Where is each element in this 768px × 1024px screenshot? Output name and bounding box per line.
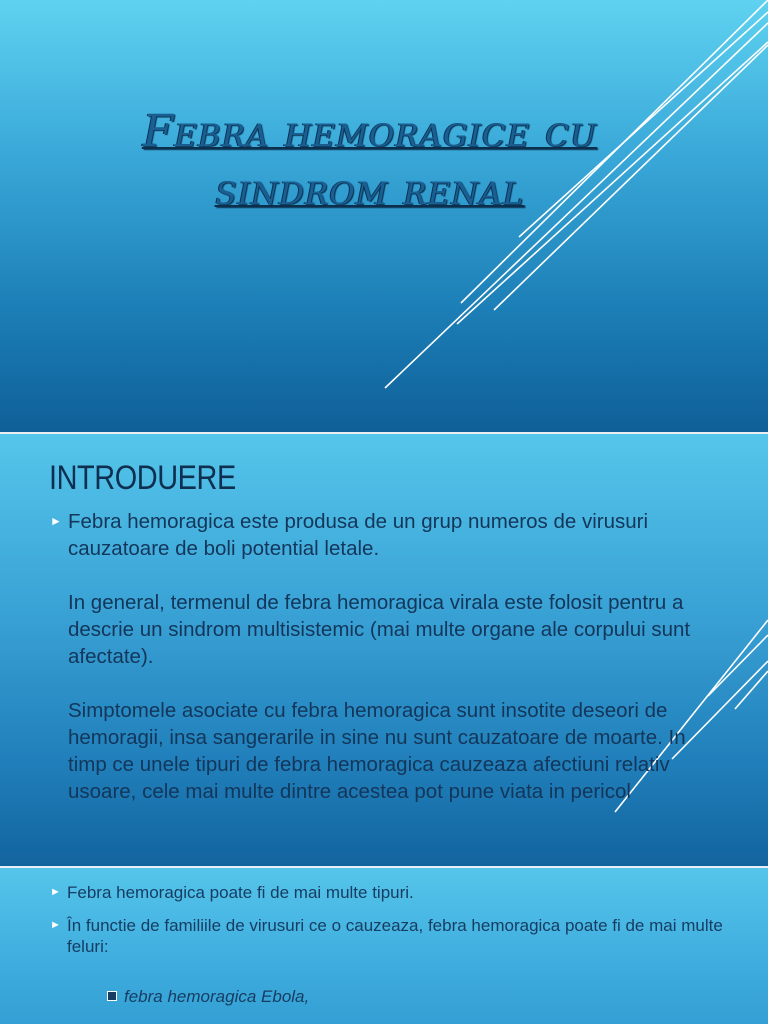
- list-item: [50, 915, 730, 957]
- list-item-text: Simptomele asociate cu febra hemoragica sunt insotite deseori de hemoragii, insa sangerarile in sine nu sunt cauzatoare de moarte. In timp ce unele tipuri de febra hemoragica cauzeaza afectiuni relativ usoare, cele mai multe dintre acestea pot pune viata in pericol: [68, 699, 686, 803]
- types-sub-list: [107, 987, 309, 1017]
- list-item: [50, 697, 730, 805]
- list-item-text: În functie de familiile de virusuri ce o cauzeaza, febra hemoragica poate fi de mai multe feluri:: [67, 916, 723, 956]
- types-slide: [0, 868, 768, 1024]
- list-item: [50, 589, 730, 670]
- title-slide: [0, 0, 768, 432]
- slide-heading: INTRODUERE: [49, 459, 236, 497]
- intro-bullet-list: [50, 508, 730, 832]
- square-bullet-icon: [107, 991, 117, 1001]
- sub-list-item: [107, 987, 309, 1007]
- list-item-text: In general, termenul de febra hemoragica virala este folosit pentru a descrie un sindrom multisistemic (mai multe organe ale corpului sunt afectate).: [68, 591, 691, 668]
- list-item-text: Febra hemoragica este produsa de un grup numeros de virusuri cauzatoare de boli potential letale.: [68, 510, 649, 560]
- triangle-bullet-icon: ►: [50, 514, 62, 528]
- list-item: [50, 882, 730, 903]
- triangle-bullet-icon: ►: [50, 919, 61, 931]
- intro-slide: [0, 434, 768, 866]
- title-line-2: sindrom renal: [215, 164, 525, 215]
- title-line-1: Febra hemoragice cu: [142, 106, 598, 157]
- triangle-bullet-icon: ►: [50, 886, 61, 898]
- types-bullet-list: [50, 882, 730, 969]
- list-item-text: Febra hemoragica poate fi de mai multe tipuri.: [67, 883, 414, 902]
- sub-list-item-text: febra hemoragica Ebola,: [124, 987, 310, 1006]
- list-item: [50, 508, 730, 562]
